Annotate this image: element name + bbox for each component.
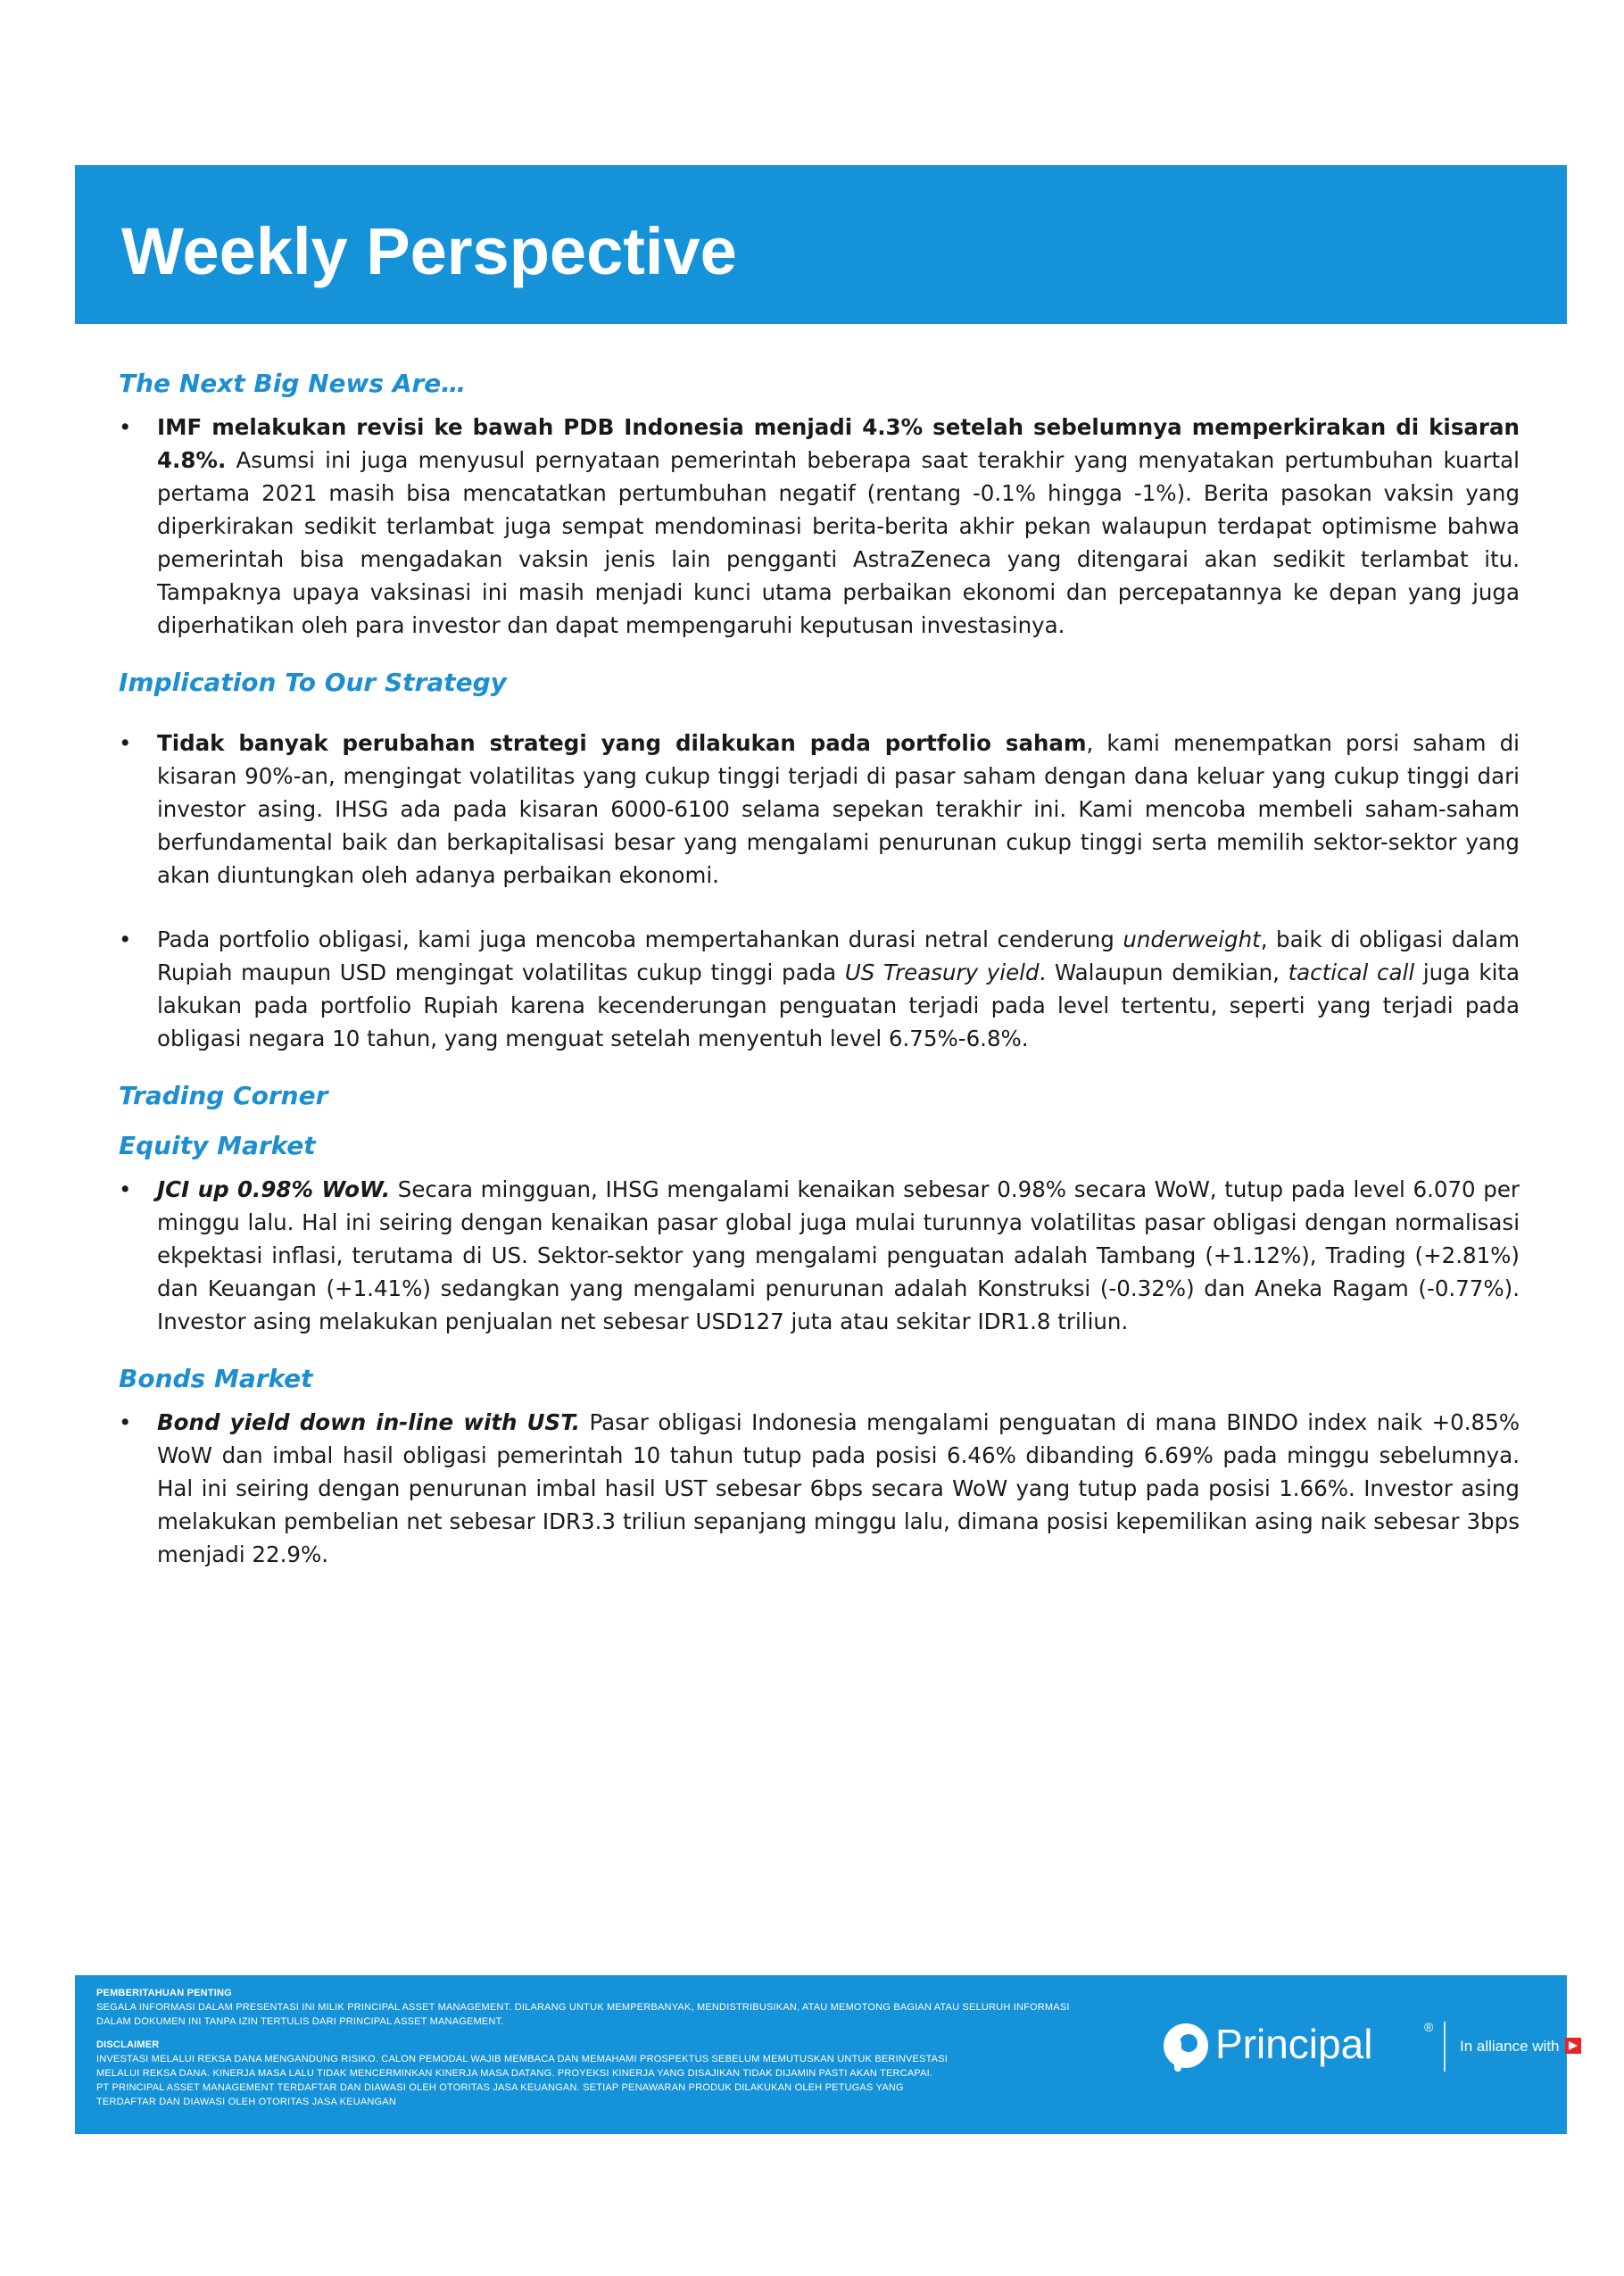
document-body [119,366,1520,1571]
notice-line: DALAM DOKUMEN INI TANPA IZIN TERTULIS DARI PRINCIPAL ASSET MANAGEMENT. [96,2016,504,2027]
item-term: underweight [1123,926,1261,952]
item-body: Secara mingguan, IHSG mengalami kenaikan sebesar 0.98% secara WoW, tutup pada level 6.070 per minggu lalu. Hal ini seiring dengan kenaikan pasar global juga mulai turunnya volatilitas pasar obligasi dengan normalisasi ekpektasi inflasi, terutama di US. Sektor-sektor yang mengalami penguatan adalah Tambang (+1.12%), Trading (+2.81%) dan Keuangan (+1.41%) sedangkan yang mengalami penurunan adalah Konstruksi (-0.32%) dan Aneka Ragam (-0.77%). Investor asing melakukan penjualan net sebesar USD127 juta atau sekitar IDR1.8 triliun. [157,1176,1520,1334]
subheading-equity-market: Equity Market [119,1131,316,1160]
item-lead: JCI up 0.98% WoW. [157,1176,391,1202]
disclaimer-heading: DISCLAIMER [96,2039,160,2050]
bullet-icon: • [119,1409,132,1435]
principal-mark-icon [1162,2022,1210,2073]
bullet-icon: • [119,414,132,440]
disclaimer-line: MELALUI REKSA DANA. KINERJA MASA LALU TIDAK MENCERMINKAN KINERJA MASA DATANG. PROYEKSI KINERJA YANG DISAJIKAN TIDAK DIJAMIN PASTI AKAN TERCAPAI. [96,2068,933,2079]
list-item-imf-revision [119,411,1520,642]
section-heading-next-big-news: The Next Big News Are… [119,369,467,398]
list-item-equity-strategy [119,727,1520,892]
list-item-bond-strategy [119,923,1520,1055]
item-lead: Bond yield down in-line with UST. [157,1409,581,1435]
notice-heading: PEMBERITAHUAN PENTING [96,1988,232,1998]
footer-legal-text [96,1986,1176,2109]
item-text: , baik di obligasi dalam Rupiah maupun USD mengingat volatilitas cukup tinggi pada [157,926,1520,985]
page-title: Weekly Perspective [121,214,737,288]
logo-divider [1444,2022,1446,2072]
item-body: Asumsi ini juga menyusul pernyataan pemerintah beberapa saat terakhir yang menyatakan pertumbuhan kuartal pertama 2021 masih bisa mencatatkan pertumbuhan negatif (rentang -0.1% hingga -1%). Berita pasokan vaksin yang diperkirakan sedikit terlambat juga sempat mendominasi berita-berita akhir pekan walaupun terdapat optimisme bahwa pemerintah bisa mengadakan vaksin jenis lain pengganti AstraZeneca yang ditengarai akan sedikit terlambat itu. Tampaknya upaya vaksinasi ini masih menjadi kunci utama perbaikan ekonomi dan percepatannya ke depan yang juga diperhatikan oleh para investor dan dapat mempengaruhi keputusan investasinya. [157,447,1520,638]
section-heading-implication: Implication To Our Strategy [119,668,507,697]
alliance-text: In alliance with [1460,2038,1560,2055]
alliance-label [1460,2038,1623,2056]
footer-banner [75,1975,1623,2134]
disclaimer-line: TERDAFTAR DAN DIAWASI OLEH OTORITAS JASA KEUANGAN [96,2097,396,2107]
notice-line: SEGALA INFORMASI DALAM PRESENTASI INI MILIK PRINCIPAL ASSET MANAGEMENT. DILARANG UNTUK MEMPERBANYAK, MENDISTRIBUSIKAN, ATAU MEMOTONG BAGIAN ATAU SELURUH INFORMASI [96,2002,1070,2013]
item-lead: IMF melakukan revisi ke bawah PDB Indonesia menjadi 4.3% setelah sebelumnya memperkirakan di kisaran 4.8%. [157,414,1520,473]
cimb-logo-icon [1565,2038,1581,2054]
item-term: tactical call [1288,959,1415,985]
item-body: Pasar obligasi Indonesia mengalami penguatan di mana BINDO index naik +0.85% WoW dan imbal hasil obligasi pemerintah 10 tahun tutup pada posisi 6.46% dibanding 6.69% pada minggu sebelumnya. Hal ini seiring dengan penurunan imbal hasil UST sebesar 6bps secara WoW yang tutup pada posisi 1.66%. Investor asing melakukan pembelian net sebesar IDR3.3 triliun sepanjang minggu lalu, dimana posisi kepemilikan asing naik sebesar 3bps menjadi 22.9%. [157,1409,1520,1567]
item-text: . Walaupun demikian, [1039,959,1288,985]
header-banner [75,165,1567,324]
list-item-equity-market [119,1173,1520,1338]
bullet-icon: • [119,926,132,952]
item-body: , kami menempatkan porsi saham di kisaran 90%-an, mengingat volatilitas yang cukup tinggi terjadi di pasar saham dengan dana keluar yang cukup tinggi dari investor asing. IHSG ada pada kisaran 6000-6100 selama sepekan terakhir ini. Kami mencoba membeli saham-saham berfundamental baik dan berkapitalisasi besar yang mengalami penurunan cukup tinggi serta memilih sektor-sektor yang akan diuntungkan oleh adanya perbaikan ekonomi. [157,730,1520,888]
alliance-brand: CIMB [1584,2038,1623,2055]
list-item-bonds-market [119,1406,1520,1571]
subheading-bonds-market: Bonds Market [119,1364,313,1393]
logo-wordmark: Principal [1215,2021,1373,2067]
section-heading-trading-corner: Trading Corner [119,1081,328,1110]
item-text: Pada portfolio obligasi, kami juga mencoba mempertahankan durasi netral cenderung [157,926,1123,952]
item-text: juga kita lakukan pada portfolio Rupiah karena kecenderungan penguatan terjadi pada level tertentu, seperti yang terjadi pada obligasi negara 10 tahun, yang menguat setelah menyentuh level 6.75%-6.8%. [157,959,1520,1051]
item-term: US Treasury yield [844,959,1040,985]
bullet-icon: • [119,730,132,756]
item-lead: Tidak banyak perubahan strategi yang dilakukan pada portfolio saham [157,730,1087,756]
registered-mark: ® [1424,2020,1434,2034]
disclaimer-line: INVESTASI MELALUI REKSA DANA MENGANDUNG RISIKO. CALON PEMODAL WAJIB MEMBACA DAN MEMAHAMI PROSPEKTUS SEBELUM MEMUTUSKAN UNTUK BERINVESTASI [96,2054,949,2064]
bullet-icon: • [119,1176,132,1202]
principal-logo [1162,2016,1623,2088]
disclaimer-line: PT PRINCIPAL ASSET MANAGEMENT TERDAFTAR DAN DIAWASI OLEH OTORITAS JASA KEUANGAN. SETIAP PENAWARAN PRODUK DILAKUKAN OLEH PETUGAS YANG [96,2082,904,2093]
